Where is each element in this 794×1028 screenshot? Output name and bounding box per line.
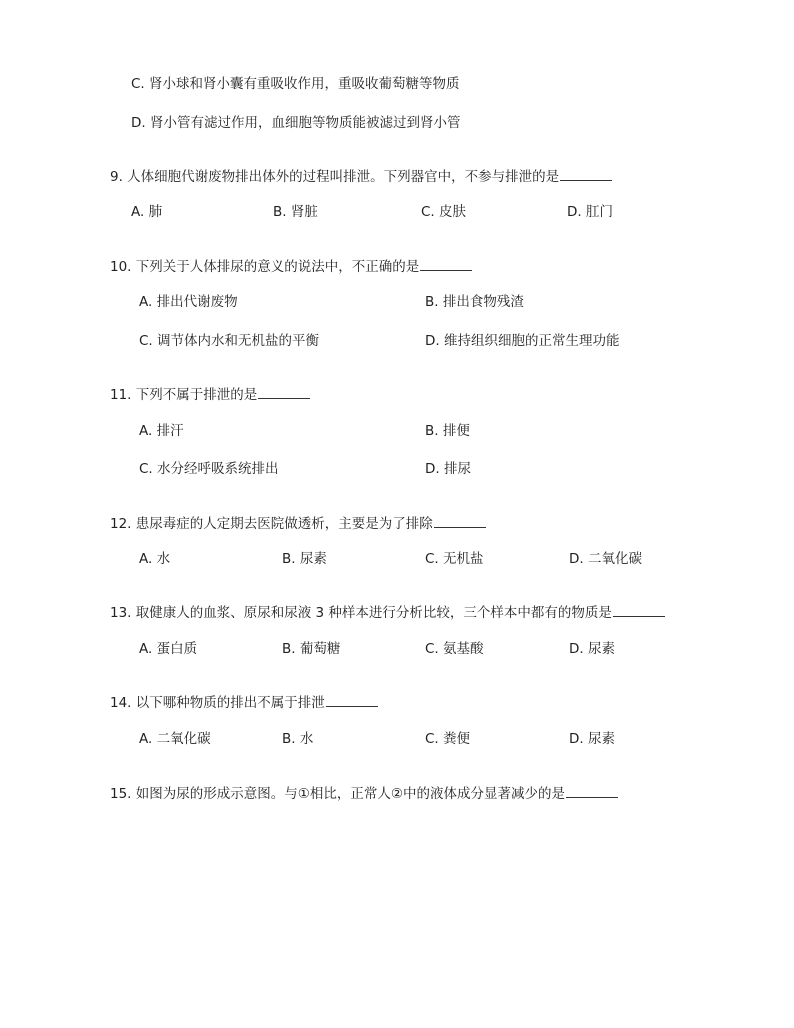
answer-blank	[258, 386, 310, 399]
question-12-option-b: B. 尿素	[282, 551, 327, 567]
question-15-text: 15. 如图为尿的形成示意图。与①相比，正常人②中的液体成分显著减少的是	[110, 786, 565, 802]
question-9-option-b: B. 肾脏	[273, 204, 318, 220]
question-14-option-c: C. 粪便	[425, 731, 471, 747]
question-9-option-d: D. 肛门	[567, 204, 613, 220]
question-13-option-b: B. 葡萄糖	[282, 641, 341, 657]
answer-blank	[434, 515, 486, 528]
question-11-option-d: D. 排尿	[425, 461, 471, 477]
question-11-option-a: A. 排汗	[139, 423, 184, 439]
question-14-option-a: A. 二氧化碳	[139, 731, 211, 747]
answer-blank	[326, 694, 378, 707]
question-13-option-c: C. 氨基酸	[425, 641, 484, 657]
question-10-stem	[110, 258, 472, 276]
question-10-text: 10. 下列关于人体排尿的意义的说法中，不正确的是	[110, 259, 420, 275]
question-13-stem	[110, 604, 665, 622]
question-11-stem	[110, 386, 310, 404]
question-13-option-a: A. 蛋白质	[139, 641, 198, 657]
question-10-option-d: D. 维持组织细胞的正常生理功能	[425, 333, 620, 349]
question-15-stem	[110, 785, 618, 803]
question-12-text: 12. 患尿毒症的人定期去医院做透析，主要是为了排除	[110, 516, 433, 532]
option-c-prev: C. 肾小球和肾小囊有重吸收作用，重吸收葡萄糖等物质	[131, 76, 460, 92]
question-14-option-d: D. 尿素	[569, 731, 615, 747]
question-10-option-b: B. 排出食物残渣	[425, 294, 524, 310]
answer-blank	[613, 604, 665, 617]
answer-blank	[566, 785, 618, 798]
question-9-option-a: A. 肺	[131, 204, 163, 220]
question-11-text: 11. 下列不属于排泄的是	[110, 387, 258, 403]
question-11-option-c: C. 水分经呼吸系统排出	[139, 461, 279, 477]
question-10-option-c: C. 调节体内水和无机盐的平衡	[139, 333, 320, 349]
question-14-text: 14. 以下哪种物质的排出不属于排泄	[110, 695, 325, 711]
question-10-option-a: A. 排出代谢废物	[139, 294, 238, 310]
question-12-option-a: A. 水	[139, 551, 171, 567]
question-9-option-c: C. 皮肤	[421, 204, 467, 220]
question-13-text: 13. 取健康人的血浆、原尿和尿液 3 种样本进行分析比较，三个样本中都有的物质是	[110, 605, 612, 621]
question-12-stem	[110, 515, 486, 533]
option-d-prev: D. 肾小管有滤过作用，血细胞等物质能被滤过到肾小管	[131, 115, 461, 131]
question-9-text: 9. 人体细胞代谢废物排出体外的过程叫排泄。下列器官中，不参与排泄的是	[110, 169, 560, 185]
question-11-option-b: B. 排便	[425, 423, 470, 439]
question-9-stem	[110, 168, 612, 186]
answer-blank	[420, 258, 472, 271]
answer-blank	[560, 168, 612, 181]
question-14-stem	[110, 694, 378, 712]
question-14-option-b: B. 水	[282, 731, 314, 747]
question-13-option-d: D. 尿素	[569, 641, 615, 657]
question-12-option-c: C. 无机盐	[425, 551, 484, 567]
question-12-option-d: D. 二氧化碳	[569, 551, 642, 567]
